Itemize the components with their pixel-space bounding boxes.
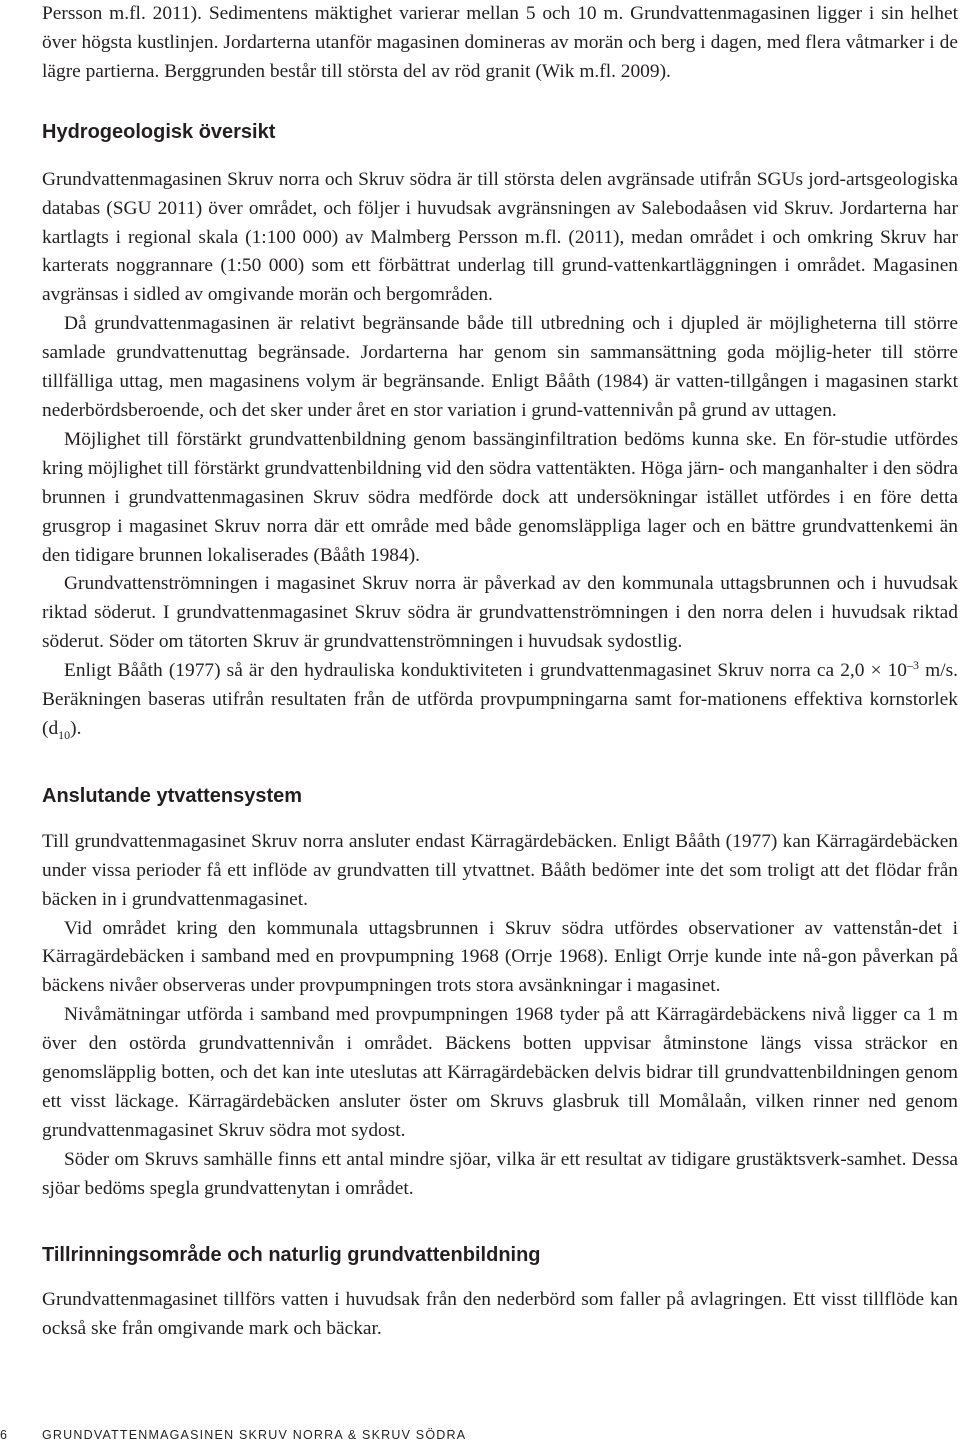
section-heading-hydrogeologi: Hydrogeologisk översikt xyxy=(42,120,276,143)
section-heading-tillrinning: Tillrinningsområde och naturlig grundvattenbildning xyxy=(42,1243,541,1266)
hydrogeologi-paragraph-5 xyxy=(42,657,958,744)
ytvatten-paragraph-4: Söder om Skruvs samhälle finns ett antal mindre sjöar, vilka är ett resultat av tidigare grustäktsverk-samhet. Dessa sjöar bedöms spegla grundvattenytan i området. xyxy=(42,1148,958,1199)
subscript: 10 xyxy=(58,727,71,742)
hydrogeologi-paragraph-5-part-c: ). xyxy=(70,717,82,739)
hydrogeologi-paragraph-5-part-b: m/s. Beräkningen baseras utifrån resultaten från de utförda provpumpningarna samt for-mationens effektiva kornstorlek (d xyxy=(42,660,958,739)
hydrogeologi-paragraph-4: Grundvattenströmningen i magasinet Skruv norra är påverkad av den kommunala uttagsbrunnen och i huvudsak riktad söderut. I grundvattenmagasinet Skruv södra är grundvattenströmningen i den norra delen i huvudsak riktad söderut. Söder om tätorten Skruv är grundvattenströmningen i huvudsak sydostlig. xyxy=(42,573,958,653)
exponent: –3 xyxy=(907,658,920,673)
tillrinning-paragraph-1: Grundvattenmagasinet tillförs vatten i huvudsak från den nederbörd som faller på avlagringen. Ett visst tillflöde kan också ske från omgivande mark och bäckar. xyxy=(42,1288,958,1339)
hydrogeologi-paragraph-5-part-a: Enligt Bååth (1977) så är den hydrauliska konduktiviteten i grundvattenmagasinet Skruv norra ca 2,0 × 10 xyxy=(64,660,908,682)
document-page xyxy=(42,0,958,1343)
ytvatten-paragraph-3: Nivåmätningar utförda i samband med provpumpningen 1968 tyder på att Kärragärdebäckens nivå ligger ca 1 m över den ostörda grundvattennivån i området. Bäckens botten uppvisar åtminstone längs vissa sträckor en genomsläpplig botten, och det kan inte uteslutas att Kärragärdebäcken delvis bidrar till grundvattenbildningen genom ett visst läckage. Kärragärdebäcken ansluter öster om Skruvs glasbruk till Momålaån, vilken rinner ned genom grundvattenmagasinet Skruv södra mot sydost. xyxy=(42,1004,958,1141)
section-heading-ytvatten: Anslutande ytvattensystem xyxy=(42,784,303,807)
hydrogeologi-paragraph-2: Då grundvattenmagasinen är relativt begränsande både till utbredning och i djupled är möjligheterna till större samlade grundvattenuttag begränsade. Jordarterna har genom sin sammansättning goda möjlig-heter till större tillfälliga uttag, men magasinens volym är begränsande. Enligt Bååth (1984) är vatten-tillgången i magasinen starkt nederbördsberoende, och det sker under året en stor variation i grund-vattennivån på grund av uttagen. xyxy=(42,313,958,421)
intro-paragraph: Persson m.fl. 2011). Sedimentens mäktighet varierar mellan 5 och 10 m. Grundvattenmagasinen ligger i sin helhet över högsta kustlinjen. Jordarterna utanför magasinen domineras av morän och berg i dagen, med flera våtmarker i de lägre partierna. Berggrunden består till största del av röd granit (Wik m.fl. 2009). xyxy=(42,3,958,82)
hydrogeologi-paragraph-1: Grundvattenmagasinen Skruv norra och Skruv södra är till största delen avgränsade utifrån SGUs jord-artsgeologiska databas (SGU 2011) över området, och följer i huvudsak avgränsningen av Salebodaåsen vid Skruv. Jordarterna har kartlagts i regional skala (1:100 000) av Malmberg Persson m.fl. (2011), medan området i och omkring Skruv har karterats noggrannare (1:50 000) som ett förbättrat underlag till grund-vattenkartläggningen i området. Magasinen avgränsas i sidled av omgivande morän och bergområden. xyxy=(42,168,958,306)
ytvatten-paragraph-1: Till grundvattenmagasinet Skruv norra ansluter endast Kärragärdebäcken. Enligt Bååth (1977) kan Kärragärdebäcken under vissa perioder få ett inflöde av grundvatten till ytvattnet. Bååth bedömer inte det som troligt att det flödar från bäcken in i grundvattenmagasinet. xyxy=(42,830,958,910)
page-number: 6 xyxy=(0,1428,9,1442)
running-head: GRUNDVATTENMAGASINEN SKRUV NORRA & SKRUV SÖDRA xyxy=(42,1428,467,1442)
ytvatten-paragraph-2: Vid området kring den kommunala uttagsbrunnen i Skruv södra utfördes observationer av vattenstån-det i Kärragärdebäcken i samband med en provpumpning 1968 (Orrje 1968). Enligt Orrje kunde inte nå-gon påverkan på bäckens nivåer observeras under provpumpningen trots stora avsänkningar i magasinet. xyxy=(42,917,958,997)
hydrogeologi-paragraph-3: Möjlighet till förstärkt grundvattenbildning genom bassänginfiltration bedöms kunna ske. En för-studie utfördes kring möjlighet till förstärkt grundvattenbildning vid den södra vattentäkten. Höga järn- och manganhalter i den södra brunnen i grundvattenmagasinen Skruv södra medförde dock att undersökningar istället utfördes i en före detta grusgrop i magasinet Skruv norra där ett område med både genomsläppliga lager och en bättre grundvattenkemi än den tidigare brunnen lokaliserades (Bååth 1984). xyxy=(42,428,958,566)
